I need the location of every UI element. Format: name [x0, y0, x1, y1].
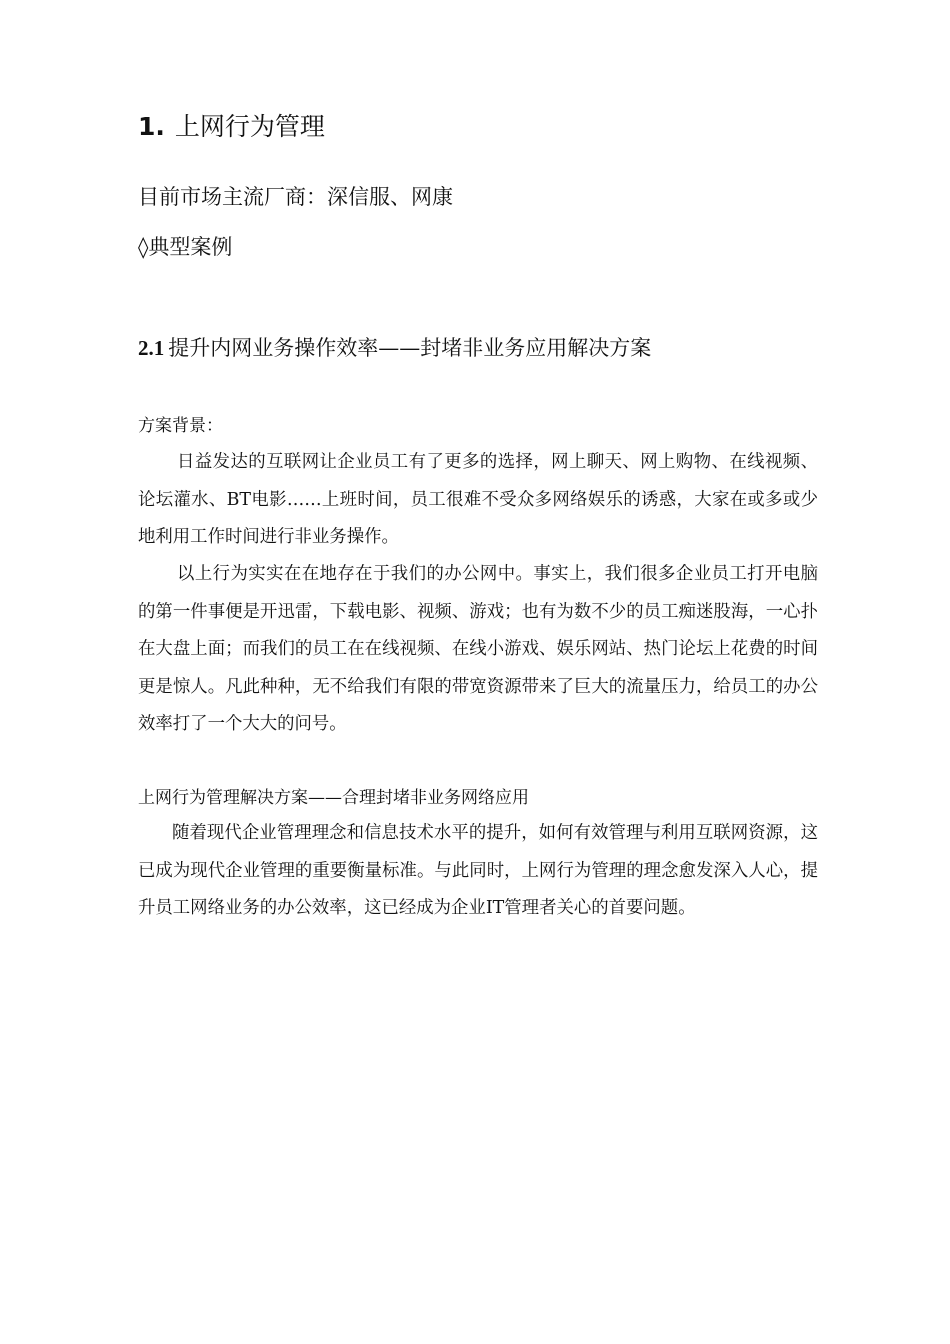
- typical-cases-label: ◊典型案例: [138, 235, 233, 259]
- paragraph-1: 日益发达的互联网让企业员工有了更多的选择，网上聊天、网上购物、在线视频、论坛灌水、BT电影……上班时间，员工很难不受众多网络娱乐的诱惑，大家在或多或少地利用工作时间进行非业务操作。: [138, 452, 818, 548]
- section-number: 1.: [138, 112, 165, 141]
- paragraph-2: 以上行为实实在在地存在于我们的办公网中。事实上，我们很多企业员工打开电脑的第一件事便是开迅雷，下载电影、视频、游戏；也有为数不少的员工痴迷股海，一心扑在大盘上面；而我们的员工在在线视频、在线小游戏、娱乐网站、热门论坛上花费的时间更是惊人。凡此种种，无不给我们有限的带宽资源带来了巨大的流量压力，给员工的办公效率打了一个大大的问号。: [138, 564, 818, 735]
- subsection-title: 提升内网业务操作效率——封堵非业务应用解决方案: [168, 336, 652, 360]
- background-label: 方案背景：: [138, 416, 223, 436]
- solution-paragraph: 随着现代企业管理理念和信息技术水平的提升，如何有效管理与利用互联网资源，这已成为现代企业管理的重要衡量标准。与此同时，上网行为管理的理念愈发深入人心，提升员工网络业务的办公效率，这已经成为企业IT管理者关心的首要问题。: [138, 823, 818, 919]
- section-title: 上网行为管理: [174, 112, 325, 141]
- subsection-heading: [138, 333, 651, 363]
- subsection-number: 2.1: [138, 336, 165, 360]
- section-heading-1: [138, 110, 325, 144]
- vendors-line: 目前市场主流厂商：深信服、网康: [138, 185, 453, 209]
- solution-label: 上网行为管理解决方案——合理封堵非业务网络应用: [138, 788, 529, 808]
